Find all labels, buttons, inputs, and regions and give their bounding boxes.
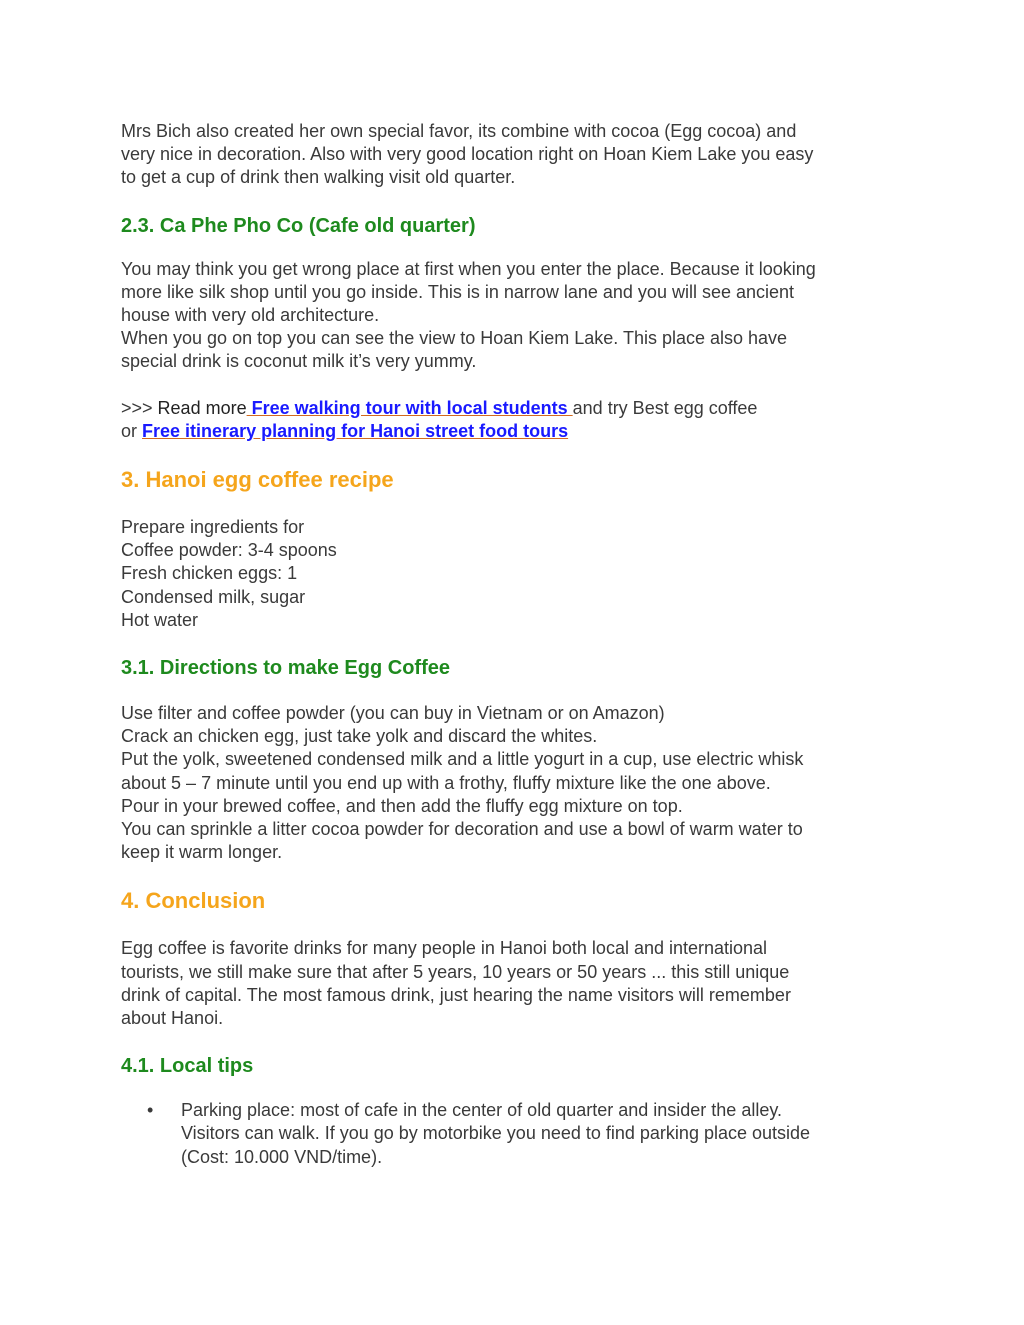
conclusion-line: tourists, we still make sure that after 5 years, 10 years or 50 years ... this still unique <box>121 961 790 982</box>
direction-line: Put the yolk, sweetened condensed milk and a little yogurt in a cup, use electric whisk <box>121 749 804 770</box>
tip-line: (Cost: 10.000 VND/time). <box>181 1146 383 1167</box>
read-more-line-2 <box>121 420 911 443</box>
intro-line: Mrs Bich also created her own special favor, its combine with cocoa (Egg cocoa) and <box>121 121 797 141</box>
document-page <box>121 120 911 1169</box>
free-walking-tour-link[interactable]: Free walking tour with local students <box>246 397 573 418</box>
heading-3-1: 3.1. Directions to make Egg Coffee <box>121 657 450 680</box>
intro-line: to get a cup of drink then walking visit old quarter. <box>121 167 516 188</box>
body-line: special drink is coconut milk it’s very yummy. <box>121 351 477 372</box>
body-line: more like silk shop until you go inside. This is in narrow lane and you will see ancient <box>121 281 795 302</box>
heading-3: 3. Hanoi egg coffee recipe <box>121 467 394 493</box>
list-item <box>121 1099 911 1169</box>
ingredient-line: Fresh chicken eggs: 1 <box>121 563 298 584</box>
conclusion-line: Egg coffee is favorite drinks for many people in Hanoi both local and international <box>121 938 768 959</box>
read-more-prefix: >>> <box>121 397 158 418</box>
free-itinerary-link[interactable]: Free itinerary planning for Hanoi street food tours <box>142 420 569 441</box>
body-line: You may think you get wrong place at first when you enter the place. Because it looking <box>121 258 816 279</box>
read-more-or: or <box>121 420 138 441</box>
local-tips-list <box>121 1099 911 1169</box>
heading-4-1: 4.1. Local tips <box>121 1055 254 1078</box>
ingredient-line: Condensed milk, sugar <box>121 586 306 607</box>
ingredient-line: Hot water <box>121 609 199 630</box>
section-2-3-paragraph <box>121 258 911 374</box>
direction-line: about 5 – 7 minute until you end up with a frothy, fluffy mixture like the one above. <box>121 772 771 793</box>
read-more-line <box>121 397 911 420</box>
directions-paragraph <box>121 702 911 864</box>
bullet-icon: • <box>147 1100 154 1121</box>
direction-line: Crack an chicken egg, just take yolk and discard the whites. <box>121 726 598 747</box>
read-more-label: Read more <box>157 397 247 418</box>
conclusion-line: about Hanoi. <box>121 1008 224 1029</box>
intro-line: very nice in decoration. Also with very good location right on Hoan Kiem Lake you easy <box>121 144 814 165</box>
tip-line: Parking place: most of cafe in the center of old quarter and insider the alley. <box>181 1100 783 1121</box>
heading-2-3: 2.3. Ca Phe Pho Co (Cafe old quarter) <box>121 214 476 237</box>
ingredient-line: Prepare ingredients for <box>121 517 305 538</box>
direction-line: Use filter and coffee powder (you can buy in Vietnam or on Amazon) <box>121 703 665 724</box>
direction-line: Pour in your brewed coffee, and then add the fluffy egg mixture on top. <box>121 795 683 816</box>
tip-line: Visitors can walk. If you go by motorbike you need to find parking place outside <box>181 1123 811 1144</box>
body-line: house with very old architecture. <box>121 305 380 326</box>
heading-4: 4. Conclusion <box>121 888 266 914</box>
direction-line: You can sprinkle a litter cocoa powder for decoration and use a bowl of warm water to <box>121 819 803 840</box>
read-more-middle: and try Best egg coffee <box>572 397 758 418</box>
conclusion-line: drink of capital. The most famous drink, just hearing the name visitors will remember <box>121 984 791 1005</box>
intro-paragraph <box>121 120 911 190</box>
conclusion-paragraph <box>121 937 911 1030</box>
ingredient-line: Coffee powder: 3-4 spoons <box>121 540 337 561</box>
direction-line: keep it warm longer. <box>121 842 283 863</box>
ingredients-list <box>121 516 911 632</box>
body-line: When you go on top you can see the view to Hoan Kiem Lake. This place also have <box>121 328 788 349</box>
read-more-block <box>121 397 911 443</box>
